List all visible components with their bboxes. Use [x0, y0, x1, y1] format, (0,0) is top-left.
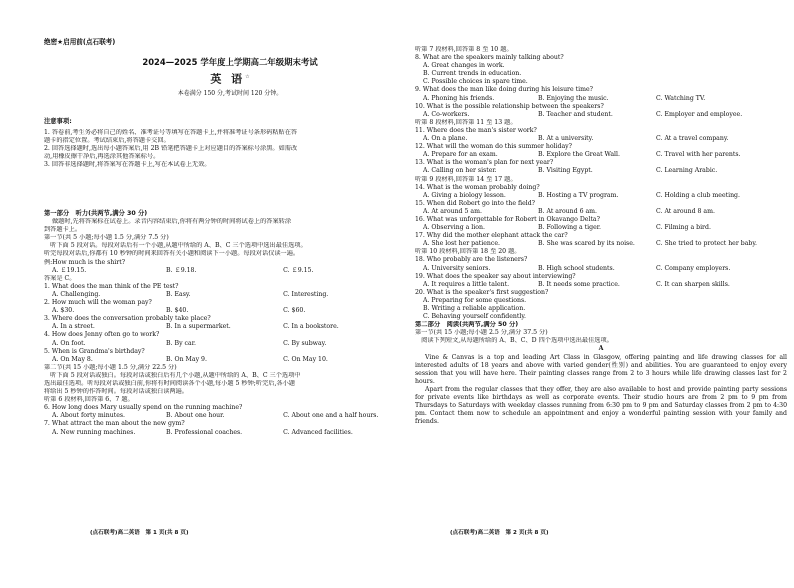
option-b: B. Following a tiger. [538, 224, 602, 232]
left-column [44, 0, 416, 542]
question: 5. When is Grandma's birthday? [44, 347, 145, 355]
question: 11. Where does the man's sister work? [415, 126, 537, 134]
passage-paragraph: Apart from the regular classes that they offer, they are also available to host and provide painting party sessions for private events like birthdays as well as corporate events. Their studio hours are from 2 pm to 9 pm from Thursdays to Saturdays with weekday classes running from 6:30 pm to 9 pm and Saturday classes from 2 pm to 4:30 pm. Contact them now to schedule an appointment and enjoy a wonderful painting session with your family and friends. [415, 385, 787, 426]
notes-heading: 注意事项: [44, 118, 72, 125]
option-b: B. Easy. [166, 290, 191, 298]
option-a: A. Great changes in work. [423, 62, 505, 70]
example-answer: 答案是 C。 [44, 274, 76, 282]
part1-block [44, 210, 412, 437]
question-options [44, 412, 412, 420]
right-column [415, 46, 787, 588]
part2-section1: 第一节(共 15 小题;每小题 2.5 分,满分 37.5 分) [415, 329, 548, 337]
option-c: C. Behaving yourself confidently. [423, 313, 526, 321]
question-options [415, 240, 787, 248]
option-b: B. Current trends in education. [423, 70, 522, 78]
question: 14. What is the woman probably doing? [415, 183, 540, 191]
material-label: 听第 7 段材料,回答第 8 至 10 题。 [415, 46, 513, 53]
option-a: A. $30. [52, 307, 75, 315]
option-c: C. Employer and employee. [656, 110, 743, 118]
note-line: 动,用橡皮擦干净后,再选涂其他答案标号。 [44, 153, 160, 161]
option-a: A. Phoning his friends. [423, 94, 495, 102]
question: 20. What is the speaker's first suggestion? [415, 288, 549, 296]
option-c: C. On May 10. [283, 355, 328, 363]
option-a: A. Challenging. [52, 290, 101, 298]
question-options [44, 340, 412, 348]
question: 4. How does Jenny often go to work? [44, 331, 160, 339]
secret-label: 绝密★启用前(点石联考) [44, 38, 116, 46]
option-b: B. High school students. [538, 264, 615, 272]
material-label: 听第 10 段材料,回答第 18 至 20 题。 [415, 248, 521, 256]
question: 2. How much will the woman pay? [44, 299, 152, 307]
question: 12. What will the woman do this summer holiday? [415, 143, 572, 151]
question-options [415, 95, 787, 103]
option-c: C. In a bookstore. [283, 323, 339, 331]
option-c: C. At a travel company. [656, 135, 729, 143]
question: 1. What does the man think of the PE test? [44, 282, 179, 290]
question-options [44, 323, 412, 331]
part1-intro: 到答题卡上。 [44, 226, 82, 234]
material-label: 听第 9 段材料,回答第 14 至 17 题。 [415, 175, 517, 183]
question-options [44, 307, 412, 315]
option-c: C. ￡9.15. [283, 266, 314, 274]
section2-text: 选出最佳选项。听每段对话或独白前,你将有时间阅读各个小题,每小题 5 秒钟;听完后,各小题 [44, 379, 295, 387]
option-b: B. Enjoying the music. [538, 94, 609, 102]
section1-text: 听下面 5 段对话。每段对话后有一个小题,从题中所给的 A、B、C 三个选项中选出最佳选项。 [44, 242, 307, 250]
question: 15. When did Robert go into the field? [415, 199, 535, 207]
question-options [415, 208, 787, 216]
question: 8. What are the speakers mainly talking about? [415, 54, 564, 62]
question-options [415, 281, 787, 289]
section2-text: 第二节(共 15 小题;每小题 1.5 分,满分 22.5 分) [44, 363, 177, 371]
question: 17. Why did the mother elephant attack the car? [415, 232, 568, 240]
option-a: A. Co-workers. [423, 110, 470, 118]
option-c: C. Travel with her parents. [656, 151, 741, 159]
option-c: C. About one and a half hours. [283, 412, 379, 420]
footer-left: (点石联考)高二英语 第 1 页(共 8 页) [90, 530, 189, 536]
option-c: C. Possible choices in spare time. [423, 78, 528, 86]
option-a: A. On May 8. [52, 355, 93, 363]
option-b: B. She was scared by its noise. [538, 240, 635, 248]
question-options [415, 224, 787, 232]
option-a: A. Preparing for some questions. [423, 296, 527, 304]
option-b: B. Writing a reliable application. [423, 305, 526, 312]
question-options [415, 135, 787, 143]
option-c: C. Learning Arabic. [656, 167, 718, 175]
example-options [44, 267, 412, 275]
part1-intro: 做题时,先将答案标在试卷上。录音内容结束后,你将有两分钟的时间将试卷上的答案转涂 [52, 218, 292, 226]
option-c: C. Filming a bird. [656, 224, 711, 232]
option-a: A. On a plane. [423, 135, 468, 143]
subject-name: 英 语 [210, 72, 246, 86]
part2-instruction: 阅读下列短文,从每题所给的 A、B、C、D 四个选项中选出最佳选项。 [415, 337, 613, 345]
option-a: A. She lost her patience. [423, 240, 501, 248]
option-a: A. Observing a lion. [423, 224, 485, 232]
question: 6. How long does Mary usually spend on the running machine? [44, 404, 243, 412]
material-label: 听第 8 段材料,回答第 11 至 13 题。 [415, 118, 517, 126]
option-c: C. Interesting. [283, 290, 329, 298]
question-options [44, 429, 412, 437]
question: 13. What is the woman's plan for next year? [415, 159, 554, 167]
option-c: C. It can sharpen skills. [656, 280, 730, 288]
option-a: A. About forty minutes. [52, 412, 126, 420]
note-line: 2. 回答选择题时,选出每小题答案后,用 2B 铅笔把答题卡上对应题目的答案标号涂黑。如需改 [44, 145, 298, 153]
part1-heading: 第一部分 听力(共两节,满分 30 分) [44, 210, 148, 217]
question: 3. Where does the conversation probably take place? [44, 315, 211, 323]
option-a: A. Prepare for an exam. [423, 151, 498, 159]
option-b: B. Teacher and student. [538, 110, 613, 118]
footer-right: (点石联考)高二英语 第 2 页(共 8 页) [450, 530, 549, 536]
option-c: C. Holding a club meeting. [656, 191, 740, 199]
option-b: B. $40. [166, 307, 189, 315]
option-b: B. Professional coaches. [166, 428, 243, 436]
exam-title: 2024—2025 学年度上学期高二年级期末考试 [142, 57, 318, 67]
section2-text: 听第 6 段材料,回答第 6、7 题。 [44, 396, 134, 404]
section2-text: 听下面 5 段对话或独白。每段对话或独白后有几个小题,从题中所给的 A、B、C 三个选项中 [44, 371, 301, 379]
question: 18. Who probably are the listeners? [415, 256, 528, 264]
option-b: B. In a supermarket. [166, 323, 231, 331]
option-b: B. At a university. [538, 135, 594, 143]
option-c: C. $60. [283, 307, 306, 315]
option-c: C. By subway. [283, 339, 327, 347]
note-line: 题卡的指定位置。考试结束后,将答题卡交回。 [44, 137, 170, 145]
passage-label: A [598, 345, 604, 353]
option-b: B. ￡9.18. [166, 266, 197, 274]
option-a: A. ￡19.15. [52, 266, 87, 274]
option-a: A. It requires a little talent. [423, 280, 510, 288]
question-options [415, 151, 787, 159]
option-a: A. New running machines. [52, 428, 136, 436]
option-a: A. In a street. [52, 323, 95, 331]
option-a: A. Calling on her sister. [423, 167, 497, 175]
note-line: 1. 答卷前,考生务必将自己的姓名、准考证号等填写在答题卡上,并将准考证号条形码粘贴在答 [44, 129, 298, 137]
option-b: B. Explore the Great Wall. [538, 151, 620, 159]
option-a: A. On foot. [52, 339, 86, 347]
question-options [415, 265, 787, 273]
question: 7. What attract the man about the new gym? [44, 420, 185, 428]
notes-lines [44, 129, 412, 169]
option-c: C. At around 8 am. [656, 207, 715, 215]
question: 10. What is the possible relationship between the speakers? [415, 102, 604, 110]
option-c: C. She tried to protect her baby. [656, 240, 758, 248]
option-b: B. By car. [166, 339, 196, 347]
question-options [415, 192, 787, 200]
question-options [44, 356, 412, 364]
option-b: B. Visiting Egypt. [538, 167, 593, 175]
exam-meta: 本卷满分 150 分,考试时间 120 分钟。 [177, 90, 283, 97]
question: 16. What was unforgettable for Robert in Okavango Delta? [415, 215, 600, 223]
section1-text: 听完每段对话后,你都有 10 秒钟的时间来回答有关小题和阅读下一小题。每段对话仅读一遍。 [44, 250, 300, 258]
subject-mark: ☆ [245, 74, 250, 80]
option-c: C. Watching TV. [656, 94, 706, 102]
option-c: C. Advanced facilities. [283, 428, 353, 436]
option-a: A. University seniors. [423, 264, 491, 272]
notes-block [44, 118, 412, 170]
option-b: B. It needs some practice. [538, 280, 620, 288]
option-b: B. On May 9. [166, 355, 207, 363]
question: 19. What does the speaker say about interviewing? [415, 272, 576, 280]
part2-heading: 第二部分 阅读(共两节,满分 50 分) [415, 321, 519, 329]
option-a: A. Giving a biology lesson. [423, 191, 506, 199]
passage-paragraph: Vine & Canvas is a top and leading Art Class in Glasgow, offering painting and life drawing classes for all interested adults of 18 years and above with varied gender(性别) and abilities. You are guaranteed to enjoy every session that you will have here. Their painting classes range from 2 to 3 hours while life drawing classes last for 2 hours. [415, 353, 787, 385]
question: 9. What does the man like doing during his leisure time? [415, 86, 593, 94]
section2-text: 将给出 5 秒钟的作答时间。每段对话或独白读两遍。 [44, 388, 188, 396]
option-c: C. Company employers. [656, 264, 731, 272]
subject-title [44, 73, 416, 84]
option-a: A. At around 5 am. [423, 207, 482, 215]
option-b: B. About one hour. [166, 412, 225, 420]
note-line: 3. 回答非选择题时,将答案写在答题卡上,写在本试卷上无效。 [44, 161, 211, 169]
question-options [415, 111, 787, 119]
question-options [415, 167, 787, 175]
section1-text: 例:How much is the shirt? [44, 258, 126, 266]
section1-text: 第一节(共 5 小题;每小题 1.5 分,满分 7.5 分) [44, 234, 169, 242]
option-b: B. At around 6 am. [538, 207, 597, 215]
option-b: B. Hosting a TV program. [538, 191, 619, 199]
question-options [44, 291, 412, 299]
